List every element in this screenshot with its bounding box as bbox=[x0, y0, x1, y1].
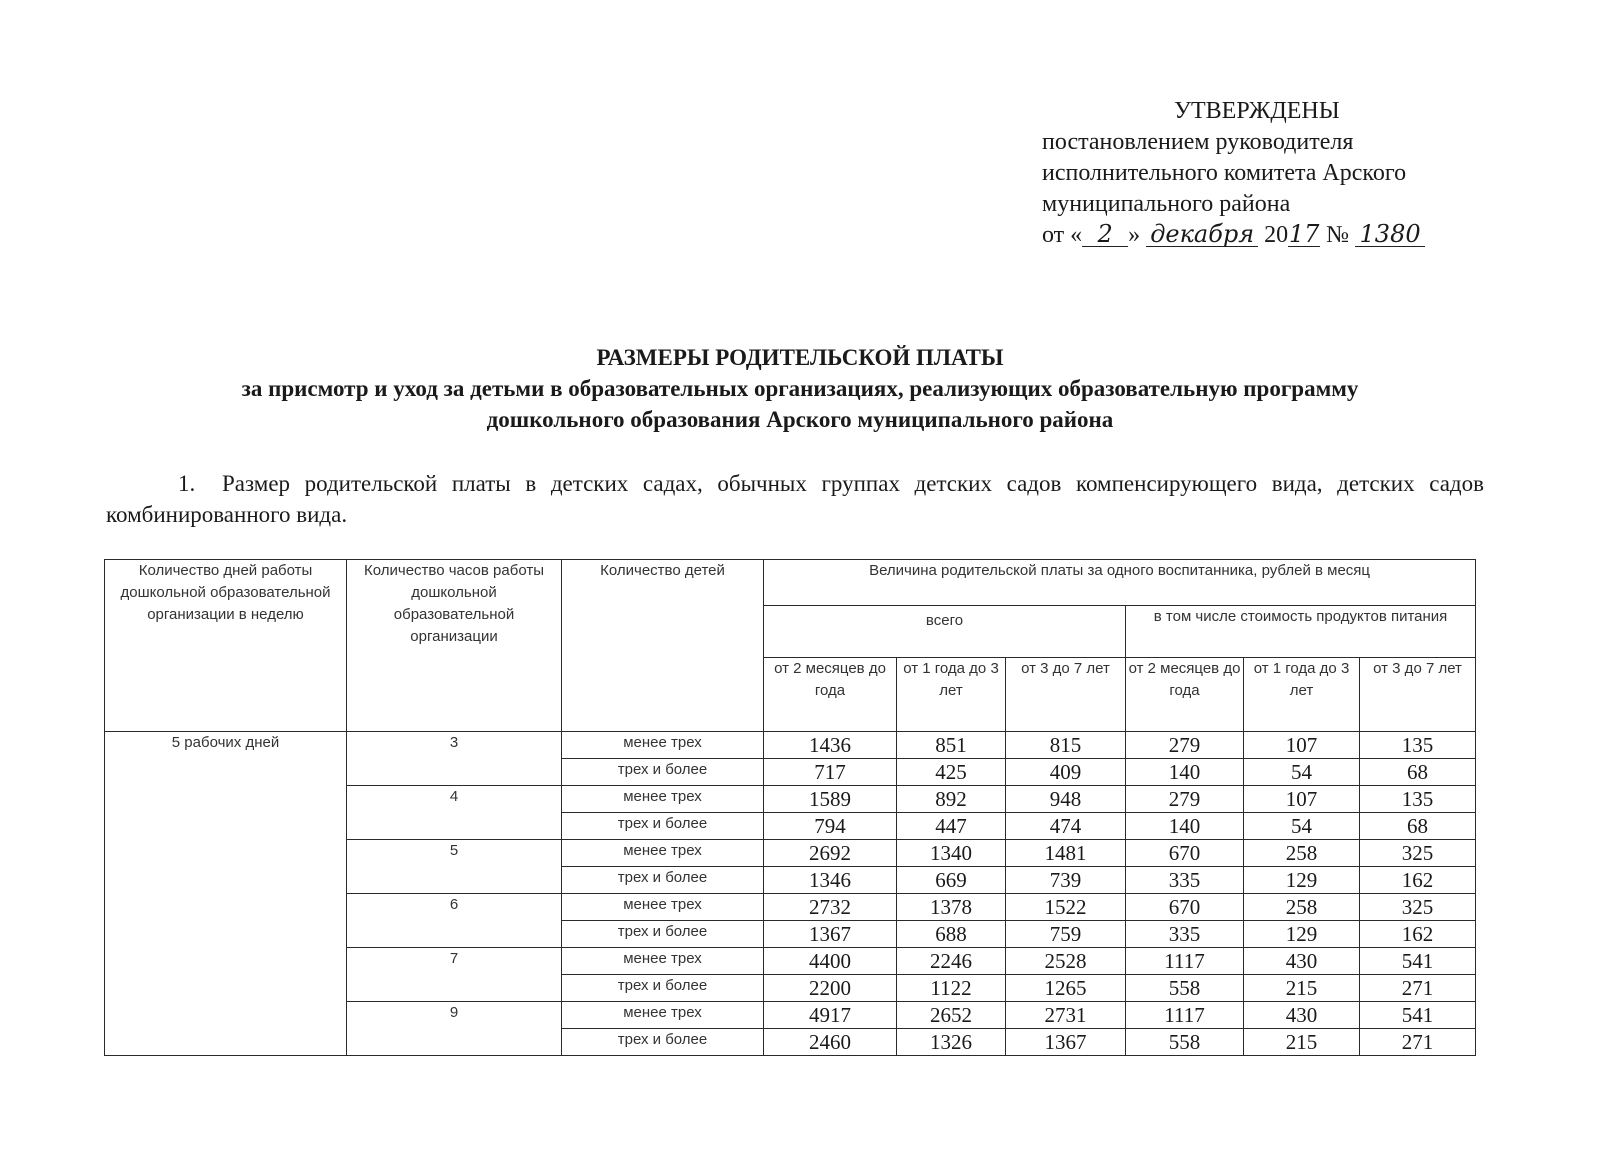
header-age-2: от 3 до 7 лет bbox=[1006, 658, 1126, 732]
hours-cell: 3 bbox=[347, 732, 562, 786]
fee-value-cell: 68 bbox=[1360, 759, 1476, 786]
hours-cell: 7 bbox=[347, 948, 562, 1002]
fee-value-cell: 1367 bbox=[764, 921, 897, 948]
fee-value-cell: 140 bbox=[1126, 759, 1244, 786]
header-age-3: от 2 месяцев до года bbox=[1126, 658, 1244, 732]
fee-value-cell: 335 bbox=[1126, 867, 1244, 894]
approval-block bbox=[1042, 96, 1425, 251]
fee-value-cell: 558 bbox=[1126, 1029, 1244, 1056]
fee-value-cell: 2528 bbox=[1006, 948, 1126, 975]
fee-value-cell: 258 bbox=[1244, 894, 1360, 921]
fee-value-cell: 474 bbox=[1006, 813, 1126, 840]
fee-value-cell: 670 bbox=[1126, 840, 1244, 867]
fee-value-cell: 335 bbox=[1126, 921, 1244, 948]
fee-value-cell: 430 bbox=[1244, 1002, 1360, 1029]
fee-value-cell: 1117 bbox=[1126, 1002, 1244, 1029]
fee-value-cell: 409 bbox=[1006, 759, 1126, 786]
children-cell: трех и более bbox=[562, 813, 764, 840]
hours-cell: 5 bbox=[347, 840, 562, 894]
fee-value-cell: 1265 bbox=[1006, 975, 1126, 1002]
header-age-0: от 2 месяцев до года bbox=[764, 658, 897, 732]
date-mid: » bbox=[1128, 222, 1141, 248]
fee-value-cell: 4917 bbox=[764, 1002, 897, 1029]
header-age-5: от 3 до 7 лет bbox=[1360, 658, 1476, 732]
fee-value-cell: 669 bbox=[897, 867, 1006, 894]
children-cell: менее трех bbox=[562, 1002, 764, 1029]
fee-value-cell: 68 bbox=[1360, 813, 1476, 840]
date-prefix: от « bbox=[1042, 222, 1083, 248]
fee-value-cell: 1522 bbox=[1006, 894, 1126, 921]
fee-value-cell: 2692 bbox=[764, 840, 897, 867]
children-cell: менее трех bbox=[562, 786, 764, 813]
children-cell: менее трех bbox=[562, 948, 764, 975]
children-cell: трех и более bbox=[562, 867, 764, 894]
hours-cell: 6 bbox=[347, 894, 562, 948]
fee-value-cell: 447 bbox=[897, 813, 1006, 840]
fee-value-cell: 135 bbox=[1360, 786, 1476, 813]
fee-value-cell: 1589 bbox=[764, 786, 897, 813]
fee-value-cell: 54 bbox=[1244, 813, 1360, 840]
fee-value-cell: 815 bbox=[1006, 732, 1126, 759]
fee-value-cell: 129 bbox=[1244, 867, 1360, 894]
document-title bbox=[0, 342, 1600, 435]
fee-value-cell: 2652 bbox=[897, 1002, 1006, 1029]
fee-value-cell: 325 bbox=[1360, 840, 1476, 867]
fee-value-cell: 670 bbox=[1126, 894, 1244, 921]
approval-line: муниципального района bbox=[1042, 191, 1291, 217]
fee-value-cell: 215 bbox=[1244, 1029, 1360, 1056]
fee-value-cell: 1378 bbox=[897, 894, 1006, 921]
children-cell: трех и более bbox=[562, 1029, 764, 1056]
fee-value-cell: 2246 bbox=[897, 948, 1006, 975]
fee-value-cell: 271 bbox=[1360, 975, 1476, 1002]
header-children: Количество детей bbox=[562, 560, 764, 732]
header-hours: Количество часов работы дошкольной образовательной организации bbox=[347, 560, 562, 732]
fee-value-cell: 1122 bbox=[897, 975, 1006, 1002]
fee-value-cell: 430 bbox=[1244, 948, 1360, 975]
fee-value-cell: 425 bbox=[897, 759, 1006, 786]
header-fee: Величина родительской платы за одного воспитанника, рублей в месяц bbox=[764, 560, 1476, 606]
header-age-4: от 1 года до 3 лет bbox=[1244, 658, 1360, 732]
number-label: № bbox=[1326, 222, 1350, 248]
section-paragraph bbox=[106, 468, 1484, 530]
fee-value-cell: 215 bbox=[1244, 975, 1360, 1002]
header-total: всего bbox=[764, 606, 1126, 658]
fee-value-cell: 2732 bbox=[764, 894, 897, 921]
table-row bbox=[105, 732, 1476, 759]
header-food: в том числе стоимость продуктов питания bbox=[1126, 606, 1476, 658]
fee-value-cell: 2460 bbox=[764, 1029, 897, 1056]
paragraph-text: Размер родительской платы в детских садах, обычных группах детских садов компенсирующего вида, детских садов комбинированного вида. bbox=[106, 471, 1484, 527]
handwritten-day: 2 bbox=[1082, 222, 1128, 247]
approval-line: постановлением руководителя bbox=[1042, 129, 1354, 155]
fee-value-cell: 129 bbox=[1244, 921, 1360, 948]
header-age-1: от 1 года до 3 лет bbox=[897, 658, 1006, 732]
handwritten-number: 1380 bbox=[1355, 222, 1425, 247]
fee-value-cell: 794 bbox=[764, 813, 897, 840]
fee-value-cell: 1436 bbox=[764, 732, 897, 759]
hours-cell: 4 bbox=[347, 786, 562, 840]
year-prefix: 20 bbox=[1264, 222, 1289, 248]
children-cell: трех и более bbox=[562, 975, 764, 1002]
title-line: за присмотр и уход за детьми в образовательных организациях, реализующих образовательную программу bbox=[241, 376, 1359, 401]
header-days: Количество дней работы дошкольной образовательной организации в неделю bbox=[105, 560, 347, 732]
fee-value-cell: 1117 bbox=[1126, 948, 1244, 975]
fee-value-cell: 54 bbox=[1244, 759, 1360, 786]
children-cell: менее трех bbox=[562, 732, 764, 759]
fee-value-cell: 271 bbox=[1360, 1029, 1476, 1056]
title-line: РАЗМЕРЫ РОДИТЕЛЬСКОЙ ПЛАТЫ bbox=[596, 345, 1004, 370]
fee-value-cell: 135 bbox=[1360, 732, 1476, 759]
fee-value-cell: 948 bbox=[1006, 786, 1126, 813]
approval-line: исполнительного комитета Арского bbox=[1042, 160, 1407, 186]
fee-value-cell: 279 bbox=[1126, 732, 1244, 759]
fee-value-cell: 1340 bbox=[897, 840, 1006, 867]
fee-value-cell: 325 bbox=[1360, 894, 1476, 921]
fee-value-cell: 688 bbox=[897, 921, 1006, 948]
handwritten-month: декабря bbox=[1146, 222, 1258, 247]
children-cell: менее трех bbox=[562, 840, 764, 867]
fee-table bbox=[104, 559, 1476, 1056]
fee-value-cell: 717 bbox=[764, 759, 897, 786]
fee-value-cell: 4400 bbox=[764, 948, 897, 975]
fee-value-cell: 541 bbox=[1360, 948, 1476, 975]
children-cell: менее трех bbox=[562, 894, 764, 921]
fee-value-cell: 541 bbox=[1360, 1002, 1476, 1029]
days-cell: 5 рабочих дней bbox=[105, 732, 347, 1056]
fee-value-cell: 162 bbox=[1360, 921, 1476, 948]
paragraph-number: 1. bbox=[178, 471, 196, 496]
fee-value-cell: 2200 bbox=[764, 975, 897, 1002]
fee-value-cell: 558 bbox=[1126, 975, 1244, 1002]
fee-value-cell: 2731 bbox=[1006, 1002, 1126, 1029]
approval-heading: УТВЕРЖДЕНЫ bbox=[1174, 98, 1340, 124]
fee-value-cell: 162 bbox=[1360, 867, 1476, 894]
title-line: дошкольного образования Арского муниципального района bbox=[486, 407, 1114, 432]
fee-value-cell: 107 bbox=[1244, 786, 1360, 813]
fee-value-cell: 851 bbox=[897, 732, 1006, 759]
fee-value-cell: 1367 bbox=[1006, 1029, 1126, 1056]
fee-value-cell: 739 bbox=[1006, 867, 1126, 894]
fee-value-cell: 279 bbox=[1126, 786, 1244, 813]
fee-value-cell: 1346 bbox=[764, 867, 897, 894]
fee-value-cell: 107 bbox=[1244, 732, 1360, 759]
fee-value-cell: 140 bbox=[1126, 813, 1244, 840]
fee-value-cell: 892 bbox=[897, 786, 1006, 813]
hours-cell: 9 bbox=[347, 1002, 562, 1056]
handwritten-year: 17 bbox=[1288, 220, 1320, 248]
fee-value-cell: 1481 bbox=[1006, 840, 1126, 867]
children-cell: трех и более bbox=[562, 921, 764, 948]
children-cell: трех и более bbox=[562, 759, 764, 786]
fee-value-cell: 1326 bbox=[897, 1029, 1006, 1056]
fee-value-cell: 258 bbox=[1244, 840, 1360, 867]
fee-value-cell: 759 bbox=[1006, 921, 1126, 948]
approval-date-line bbox=[1042, 220, 1425, 251]
